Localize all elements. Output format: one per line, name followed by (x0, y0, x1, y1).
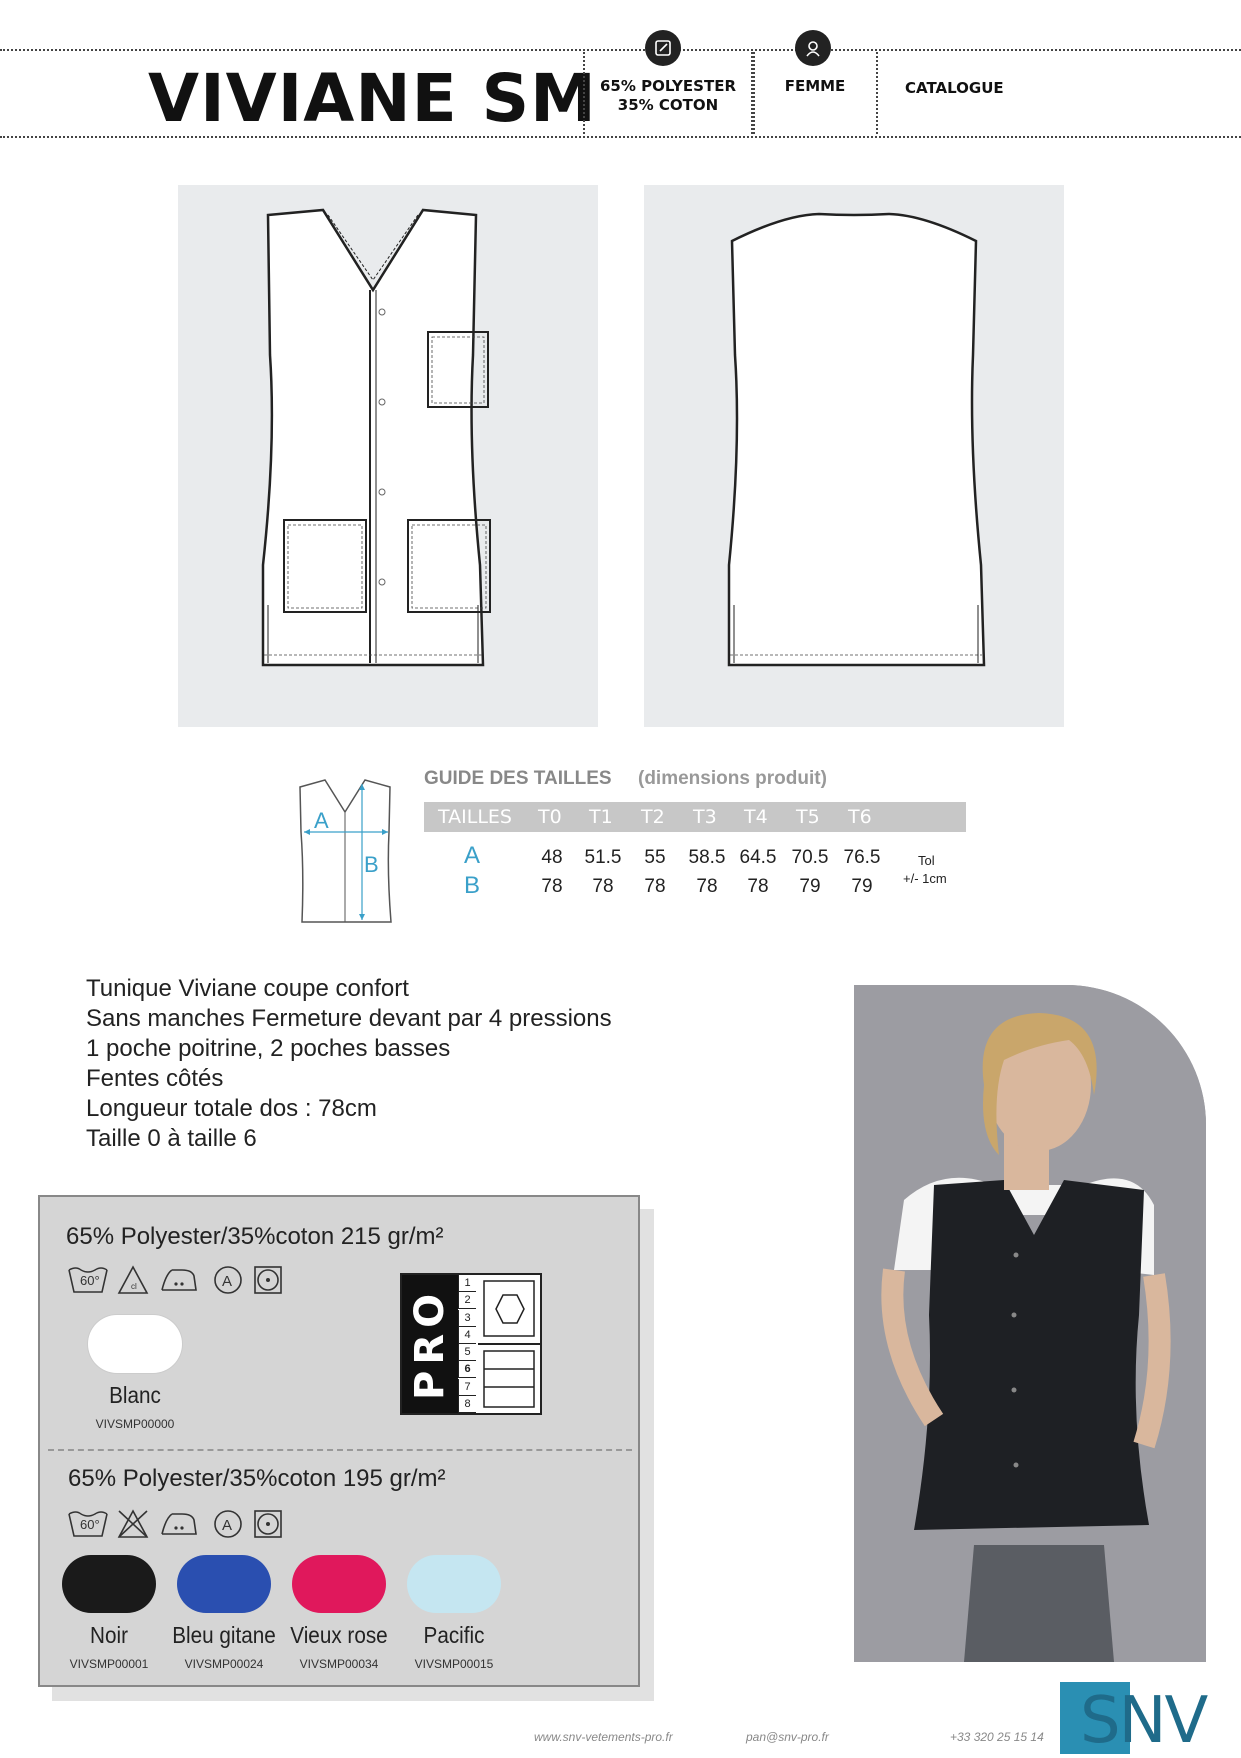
pro-number: 1 (458, 1275, 476, 1292)
color-swatch-pacific[interactable] (407, 1555, 501, 1613)
back-vest-drawing (644, 185, 1064, 727)
pro-number: 3 (458, 1310, 476, 1327)
front-vest-drawing (178, 185, 598, 727)
color-code: VIVSMP00000 (95, 1417, 175, 1431)
composition-line2: 35% COTON (617, 96, 719, 114)
size-a-T0: 48 (541, 847, 563, 868)
dry-clean-a-icon (212, 1508, 250, 1540)
tolerance-line2: +/- 1cm (903, 871, 947, 886)
composition-text (590, 77, 746, 115)
size-header-T2: T2 (641, 806, 665, 828)
description-line: Taille 0 à taille 6 (86, 1125, 257, 1152)
size-header-T6: T6 (848, 806, 872, 828)
size-header-T5: T5 (796, 806, 820, 828)
svg-text:A: A (222, 1273, 233, 1290)
fabric-divider (48, 1449, 632, 1451)
iron-icon (158, 1264, 196, 1296)
color-name: Blanc (109, 1382, 161, 1408)
size-a-T6: 76.5 (843, 847, 881, 868)
diagram-label-b: B (364, 852, 379, 877)
no-bleach-icon (116, 1508, 154, 1540)
size-guide-subtitle: (dimensions produit) (638, 768, 827, 789)
fabric1-title: 65% Polyester/35%coton 215 gr/m² (66, 1223, 444, 1250)
color-swatch-vieux-rose[interactable] (292, 1555, 386, 1613)
footer-website[interactable]: www.snv-vetements-pro.fr (534, 1730, 673, 1744)
fabric2-title: 65% Polyester/35%coton 195 gr/m² (68, 1465, 446, 1492)
catalogue-text: CATALOGUE (905, 79, 1004, 97)
size-a-T4: 64.5 (739, 847, 777, 868)
size-b-T2: 78 (644, 876, 666, 897)
color-code: VIVSMP00024 (184, 1657, 264, 1671)
description-line: Tunique Viviane coupe confort (86, 975, 409, 1002)
color-swatch-blanc[interactable] (88, 1315, 182, 1373)
svg-text:cl: cl (131, 1282, 137, 1291)
header-top-rule (0, 49, 1241, 51)
row-b-label: B (464, 872, 481, 899)
color-swatch-noir[interactable] (62, 1555, 156, 1613)
svg-text:A: A (222, 1517, 233, 1534)
description-line: Longueur totale dos : 78cm (86, 1095, 377, 1122)
front-drawing-panel (178, 185, 598, 727)
size-header-T0: T0 (538, 806, 562, 828)
size-a-T5: 70.5 (791, 847, 829, 868)
back-drawing-panel (644, 185, 1064, 727)
composition-line1: 65% POLYESTER (599, 77, 737, 95)
size-header-T4: T4 (744, 806, 768, 828)
row-a-label: A (464, 842, 481, 869)
size-b-T3: 78 (696, 876, 718, 897)
size-a-T1: 51.5 (584, 847, 622, 868)
color-name: Vieux rose (290, 1622, 388, 1648)
color-code: VIVSMP00015 (414, 1657, 494, 1671)
footer-email[interactable]: pan@snv-pro.fr (746, 1730, 829, 1744)
size-a-T3: 58.5 (688, 847, 726, 868)
description-line: Sans manches Fermeture devant par 4 pressions (86, 1005, 612, 1032)
model-photo (854, 985, 1206, 1662)
footer-phone: +33 320 25 15 14 (950, 1730, 1044, 1744)
pro-number: 7 (458, 1379, 476, 1396)
color-swatch-bleu-gitane[interactable] (177, 1555, 271, 1613)
color-code: VIVSMP00034 (299, 1657, 379, 1671)
product-title: VIVIANE SM (148, 60, 597, 137)
color-name: Pacific (423, 1622, 485, 1648)
sizes-header-label: TAILLES (438, 806, 512, 828)
woman-icon (795, 30, 831, 66)
size-b-T6: 79 (851, 876, 873, 897)
wash-60-icon (66, 1264, 104, 1296)
size-b-T5: 79 (799, 876, 821, 897)
wash-60-icon (66, 1508, 104, 1540)
snv-logo-text: SNV (1080, 1684, 1207, 1758)
dry-clean-a-icon (212, 1264, 250, 1296)
gender-text: FEMME (784, 77, 846, 95)
model-illustration (854, 985, 1206, 1662)
iron-icon (158, 1508, 196, 1540)
description-line: 1 poche poitrine, 2 poches basses (86, 1035, 451, 1062)
description-line: Fentes côtés (86, 1065, 224, 1092)
pro-badge-pictograms (478, 1275, 540, 1413)
pro-number: 5 (458, 1344, 476, 1361)
tumble-dry-icon (252, 1508, 290, 1540)
pro-number: 2 (458, 1292, 476, 1309)
fabric-icon (645, 30, 681, 66)
diagram-label-a: A (314, 808, 329, 833)
pro-badge-numbers (458, 1275, 476, 1413)
pro-number: 6 (458, 1361, 476, 1378)
size-guide-title: GUIDE DES TAILLES (424, 768, 612, 789)
color-name: Bleu gitane (172, 1622, 276, 1648)
size-header-T3: T3 (693, 806, 717, 828)
size-a-T2: 55 (644, 847, 666, 868)
size-b-T0: 78 (541, 876, 563, 897)
size-guide-diagram (290, 772, 400, 932)
color-name: Noir (90, 1622, 128, 1648)
wash-temperature: 60° (80, 1517, 100, 1532)
size-b-T4: 78 (747, 876, 769, 897)
pro-number: 8 (458, 1396, 476, 1413)
color-code: VIVSMP00001 (69, 1657, 149, 1671)
size-header-T1: T1 (589, 806, 613, 828)
pro-number: 4 (458, 1327, 476, 1344)
tolerance-line1: Tol (918, 853, 935, 868)
pro-badge-label: PRO (402, 1275, 458, 1413)
pro-badge (400, 1273, 542, 1415)
size-b-T1: 78 (592, 876, 614, 897)
bleach-icon (116, 1264, 154, 1296)
wash-temperature: 60° (80, 1273, 100, 1288)
tumble-dry-icon (252, 1264, 290, 1296)
